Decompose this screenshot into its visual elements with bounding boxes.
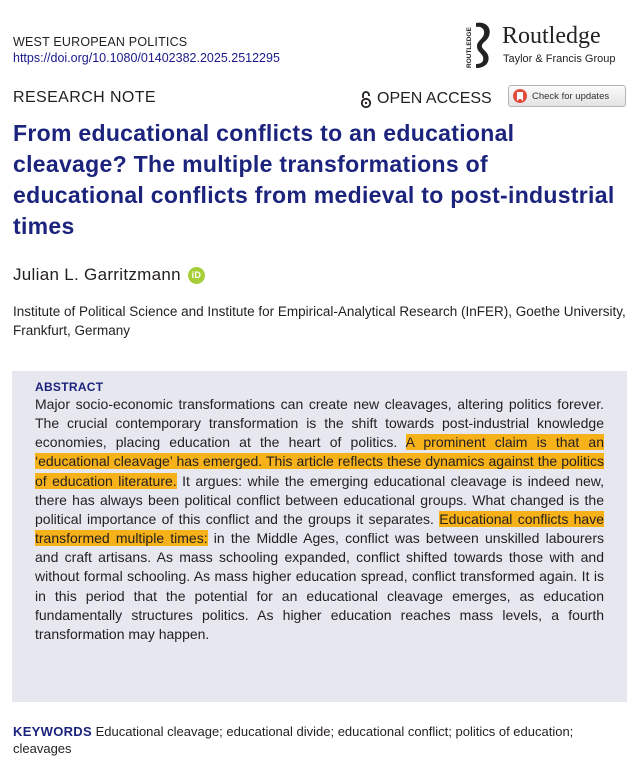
open-access-label: OPEN ACCESS (377, 90, 492, 107)
check-for-updates-button[interactable] (508, 85, 626, 107)
author-affiliation: Institute of Political Science and Institute for Empirical-Analytical Research (InFER), Goethe University, Frankfurt, Germany (13, 304, 626, 338)
abstract-heading: ABSTRACT (35, 380, 104, 394)
abstract-box (12, 371, 627, 702)
bookmark-icon (513, 89, 527, 103)
publisher-name: Routledge (502, 23, 601, 49)
journal-name: WEST EUROPEAN POLITICS (13, 35, 188, 49)
abstract-highlight: A prominent claim is that an ‘educational cleavage’ has emerged. This article reflects these dynamics against the politics of education literature. (35, 434, 604, 489)
article-title: From educational conflicts to an educational cleavage? The multiple transformations of educational conflicts from medieval to post-industrial times (13, 120, 615, 239)
routledge-logo-icon (464, 20, 494, 70)
open-access-badge (360, 88, 492, 110)
routledge-vertical-label: ROUTLEDGE (466, 27, 473, 68)
doi-link[interactable]: https://doi.org/10.1080/01402382.2025.2512295 (13, 51, 280, 65)
abstract-segment: in the Middle Ages, conflict was between unskilled labourers and craft artisans. As mass schooling expanded, conflict shifted towards those with and without formal schooling. As mass higher education spread, conflict transformed again. It is in this period that the potential for an educational cleavage emerges, as education fundamentally structures politics. As higher education reaches mass levels, a fourth transformation may happen. (35, 530, 605, 642)
abstract-highlight: Educational conflicts have transformed multiple times: (35, 510, 604, 547)
orcid-icon[interactable]: iD (188, 267, 205, 284)
check-for-updates-label: Check for updates (532, 90, 610, 102)
open-access-icon (360, 90, 372, 109)
publisher-subtitle: Taylor & Francis Group (503, 53, 616, 65)
author-name[interactable]: Julian L. Garritzmann (13, 265, 181, 284)
abstract-segment: Major socio-economic transformations can create new cleavages, altering politics forever. The crucial contemporary transformation is the shift towards post-industrial knowledge economies, placing education at the heart of politics. (35, 396, 604, 451)
author (13, 265, 205, 285)
keywords-label: KEYWORDS (13, 724, 92, 739)
abstract-segment: It argues: while the emerging educational cleavage is indeed new, there has always been political conflict between educational groups. What changed is the political importance of this conflict and the groups it separates. (35, 472, 604, 527)
article-type: RESEARCH NOTE (13, 89, 156, 106)
keywords-list: Educational cleavage; educational divide; educational conflict; politics of education; cleavages (13, 724, 574, 756)
abstract-text (35, 395, 604, 644)
publisher-logo[interactable] (464, 20, 628, 70)
keywords (13, 723, 613, 757)
